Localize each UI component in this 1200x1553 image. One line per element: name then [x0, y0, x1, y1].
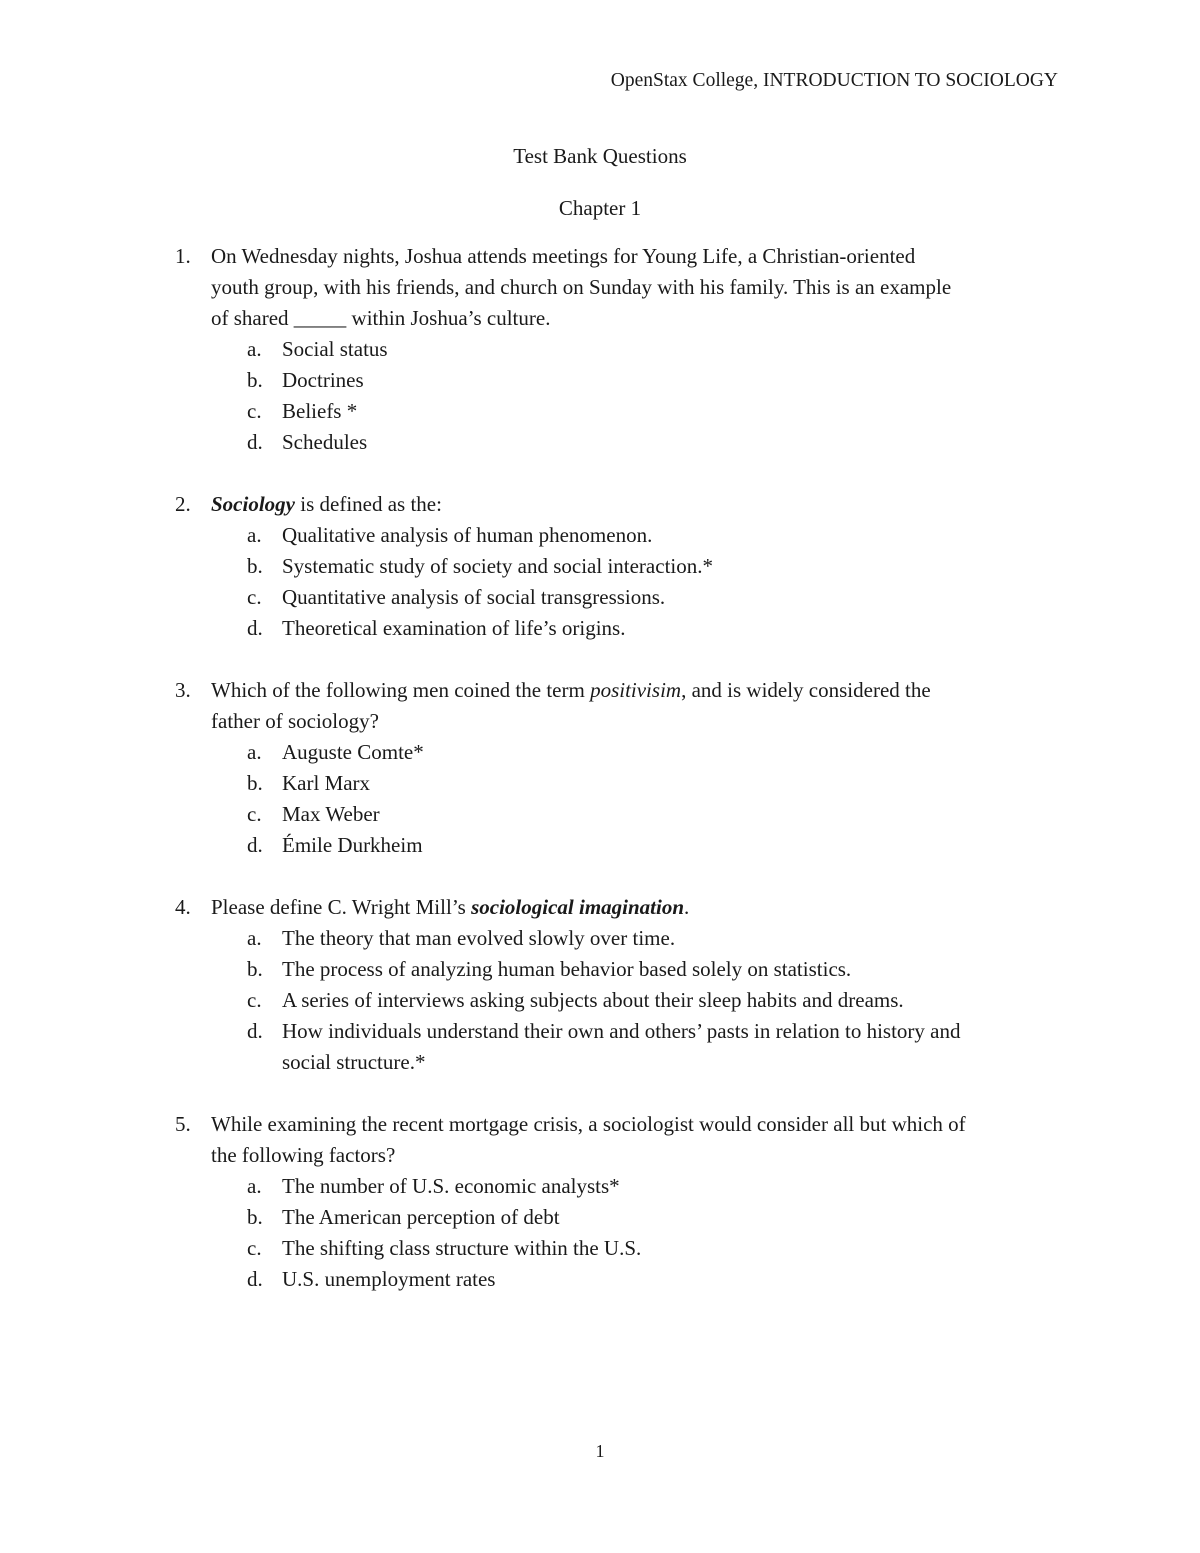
- option-letter: c.: [247, 585, 262, 609]
- option-letter: c.: [247, 399, 262, 423]
- option-text: The shifting class structure within the U.S.: [282, 1236, 642, 1260]
- question-number: 4.: [175, 895, 191, 919]
- option-text: The American perception of debt: [282, 1205, 560, 1229]
- page-number: 1: [595, 1441, 605, 1461]
- option-text: The theory that man evolved slowly over time.: [282, 926, 676, 950]
- option-letter: d.: [247, 616, 263, 640]
- question-text-rest: , and is widely considered the: [681, 678, 931, 702]
- option-text: The number of U.S. economic analysts*: [282, 1174, 620, 1198]
- running-header: OpenStax College, INTRODUCTION TO SOCIOLOGY: [610, 70, 1058, 91]
- option-b: [0, 768, 1200, 799]
- option-text: How individuals understand their own and others’ pasts in relation to history and: [282, 1019, 961, 1043]
- question-5: [0, 1109, 1200, 1295]
- document-title: Test Bank Questions: [513, 144, 687, 168]
- question-text-line: of shared _____ within Joshua’s culture.: [211, 306, 551, 330]
- option-text: Doctrines: [282, 368, 364, 392]
- question-number: 5.: [175, 1112, 191, 1136]
- question-text-line: youth group, with his friends, and church on Sunday with his family. This is an example: [211, 275, 952, 299]
- option-d: [0, 1264, 1200, 1295]
- option-text-continued: social structure.*: [282, 1050, 426, 1074]
- option-text: Social status: [282, 337, 388, 361]
- option-c: [0, 1233, 1200, 1264]
- option-a: [0, 1171, 1200, 1202]
- option-a: [0, 334, 1200, 365]
- question-text-rest: is defined as the:: [295, 492, 442, 516]
- option-b: [0, 365, 1200, 396]
- option-text: Auguste Comte*: [282, 740, 424, 764]
- option-text: Theoretical examination of life’s origins.: [282, 616, 626, 640]
- option-letter: c.: [247, 1236, 262, 1260]
- option-letter: a.: [247, 337, 262, 361]
- option-letter: d.: [247, 833, 263, 857]
- option-letter: d.: [247, 1267, 263, 1291]
- option-text: Schedules: [282, 430, 368, 454]
- option-c: [0, 985, 1200, 1016]
- option-text: Quantitative analysis of social transgressions.: [282, 585, 666, 609]
- option-a: [0, 520, 1200, 551]
- option-letter: a.: [247, 523, 262, 547]
- option-letter: b.: [247, 1205, 263, 1229]
- option-b: [0, 1202, 1200, 1233]
- option-text: Karl Marx: [282, 771, 371, 795]
- question-number: 1.: [175, 244, 191, 268]
- option-letter: b.: [247, 368, 263, 392]
- key-term: Sociology: [211, 492, 295, 516]
- question-text-line: [211, 675, 931, 706]
- option-letter: b.: [247, 771, 263, 795]
- question-text-line: father of sociology?: [211, 709, 379, 733]
- option-text: A series of interviews asking subjects about their sleep habits and dreams.: [282, 988, 904, 1012]
- question-text-line: On Wednesday nights, Joshua attends meetings for Young Life, a Christian-oriented: [211, 244, 916, 268]
- option-d: [0, 427, 1200, 458]
- key-term: sociological imagination: [471, 895, 685, 919]
- option-b: [0, 954, 1200, 985]
- option-letter: a.: [247, 740, 262, 764]
- question-text-line: the following factors?: [211, 1143, 396, 1167]
- option-c: [0, 799, 1200, 830]
- question-text-line: [211, 892, 689, 923]
- option-b: [0, 551, 1200, 582]
- question-text-line: [211, 489, 442, 520]
- option-letter: a.: [247, 1174, 262, 1198]
- option-letter: b.: [247, 957, 263, 981]
- option-c: [0, 396, 1200, 427]
- option-text: Qualitative analysis of human phenomenon.: [282, 523, 653, 547]
- question-text-before: Please define C. Wright Mill’s: [211, 895, 472, 919]
- question-text-rest: .: [684, 895, 690, 919]
- question-number: 2.: [175, 492, 191, 516]
- question-text-before: Which of the following men coined the term: [211, 678, 591, 702]
- option-letter: c.: [247, 802, 262, 826]
- option-letter: a.: [247, 926, 262, 950]
- option-text: Max Weber: [282, 802, 380, 826]
- question-3: [0, 675, 1200, 861]
- option-letter: b.: [247, 554, 263, 578]
- option-letter: c.: [247, 988, 262, 1012]
- option-text: The process of analyzing human behavior based solely on statistics.: [282, 957, 852, 981]
- question-2: [0, 489, 1200, 644]
- option-c: [0, 582, 1200, 613]
- option-text: Émile Durkheim: [282, 833, 423, 857]
- key-term: positivisim: [590, 678, 682, 702]
- option-a: [0, 737, 1200, 768]
- chapter-heading: Chapter 1: [558, 196, 642, 220]
- option-d: [0, 613, 1200, 644]
- question-4: [0, 892, 1200, 1078]
- question-list: [0, 241, 1200, 1326]
- option-d: [0, 1016, 1200, 1047]
- option-a: [0, 923, 1200, 954]
- question-number: 3.: [175, 678, 191, 702]
- question-text-line: While examining the recent mortgage crisis, a sociologist would consider all but which of: [211, 1112, 966, 1136]
- option-text: Systematic study of society and social interaction.*: [282, 554, 713, 578]
- option-text: Beliefs *: [282, 399, 358, 423]
- option-letter: d.: [247, 430, 263, 454]
- question-1: [0, 241, 1200, 458]
- option-letter: d.: [247, 1019, 263, 1043]
- option-d: [0, 830, 1200, 861]
- option-text: U.S. unemployment rates: [282, 1267, 496, 1291]
